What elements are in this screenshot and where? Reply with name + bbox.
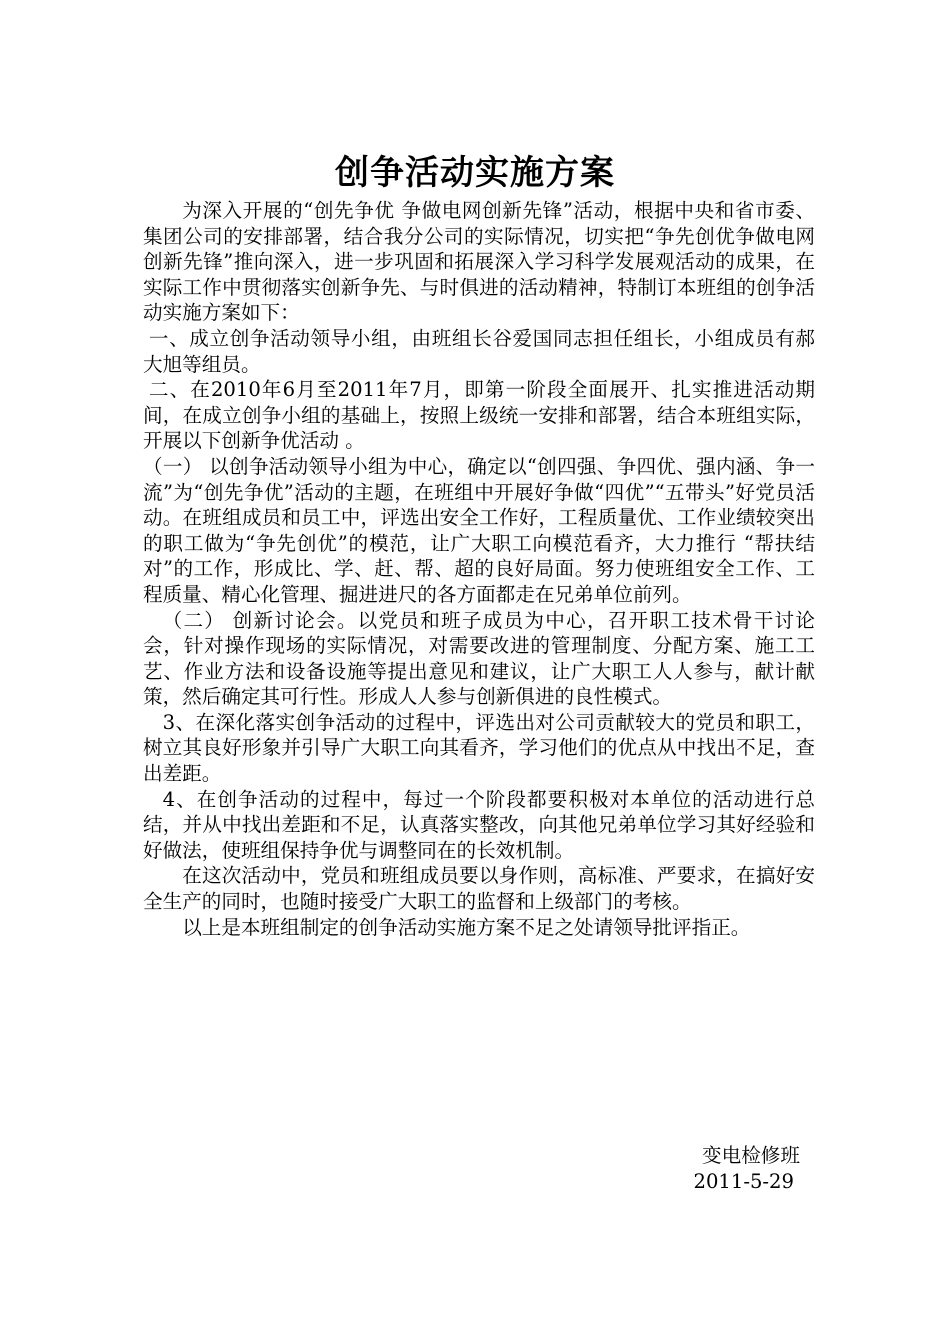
subsection-2-paragraph: （二） 创新讨论会。以党员和班子成员为中心，召开职工技术骨干讨论会，针对操作现场的实际情况，对需要改进的管理制度、分配方案、施工工艺、作业方法和设备设施等提出意见和建议，让广大职工人人参与，献计献策，然后确定其可行性。形成人人参与创新俱进的良性模式。 bbox=[143, 608, 815, 709]
item-3-paragraph: 3、在深化落实创争活动的过程中，评选出对公司贡献较大的党员和职工，树立其良好形象并引导广大职工向其看齐，学习他们的优点从中找出不足，查出差距。 bbox=[143, 710, 815, 786]
signature-date: 2011-5-29 bbox=[693, 1169, 794, 1193]
section-2-paragraph: 二、在2010年6月至2011年7月，即第一阶段全面展开、扎实推进活动期间，在成立创争小组的基础上，按照上级统一安排和部署，结合本班组实际，开展以下创新争优活动 。 bbox=[143, 378, 815, 453]
section-1-paragraph: 一、成立创争活动领导小组，由班组长谷爱国同志担任组长，小组成员有郝大旭等组员。 bbox=[143, 326, 815, 376]
signature-block bbox=[650, 1143, 800, 1194]
item-4-paragraph: 4、在创争活动的过程中，每过一个阶段都要积极对本单位的活动进行总结，并从中找出差距和不足，认真落实整改，向其他兄弟单位学习其好经验和好做法，使班组保持争优与调整同在的长效机制。 bbox=[143, 787, 815, 862]
signature-unit: 变电检修班 bbox=[702, 1144, 800, 1167]
intro-paragraph: 为深入开展的“创先争优 争做电网创新先锋”活动，根据中央和省市委、集团公司的安排部署，结合我分公司的实际情况，切实把“争先创优争做电网创新先锋”推向深入，进一步巩固和拓展深入学习科学发展观活动的成果，在实际工作中贯彻落实创新争先、与时俱进的活动精神，特制订本班组的创争活动实施方案如下： bbox=[143, 199, 815, 325]
closing-paragraph-1: 在这次活动中，党员和班组成员要以身作则，高标准、严要求，在搞好安全生产的同时，也随时接受广大职工的监督和上级部门的考核。 bbox=[143, 864, 815, 914]
document-title: 创争活动实施方案 bbox=[335, 152, 615, 193]
closing-paragraph-2: 以上是本班组制定的创争活动实施方案不足之处请领导批评指正。 bbox=[182, 915, 751, 939]
document-body bbox=[143, 198, 815, 940]
subsection-1-paragraph: （一） 以创争活动领导小组为中心，确定以“创四强、争四优、强内涵、争一流”为“创先争优”活动的主题，在班组中开展好争做“四优”“五带头”好党员活动。在班组成员和员工中，评选出安全工作好，工程质量优、工作业绩较突出的职工做为“争先创优”的模范，让广大职工向模范看齐，大力推行 “帮扶结对”的工作，形成比、学、赶、帮、超的良好局面。努力使班组安全工作、工程质量、精心化管理、掘进进尺的各方面都走在兄弟单位前列。 bbox=[143, 454, 815, 606]
